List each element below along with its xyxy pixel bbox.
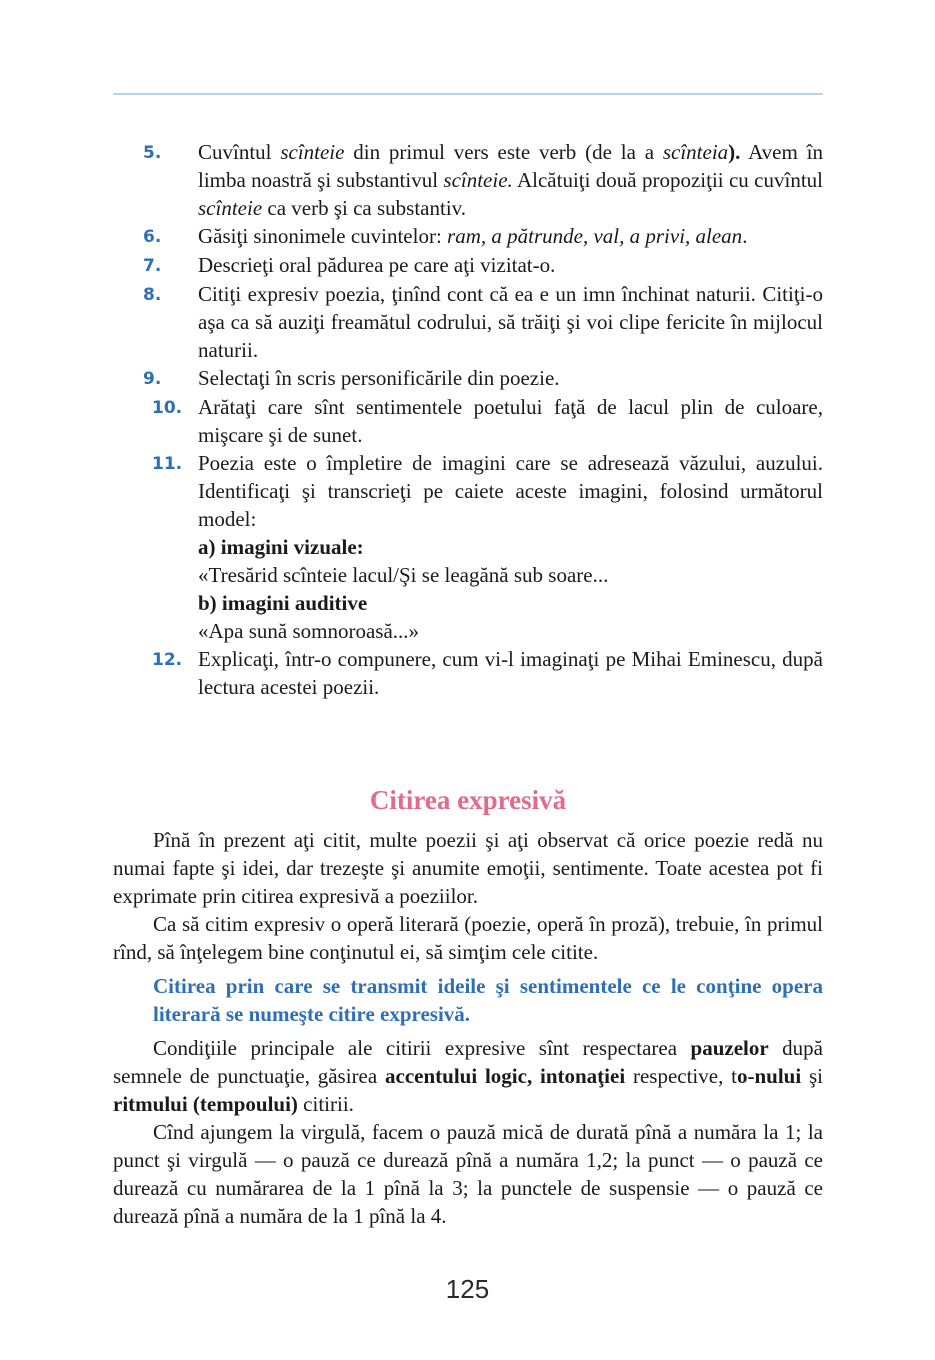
text-run: din primul vers este verb (de la a <box>344 140 663 164</box>
model-line: «Tresărid scînteie lacul/Şi se leagănă sub soare... <box>198 563 609 587</box>
question-item <box>113 222 823 251</box>
question-text <box>198 645 823 701</box>
text-run: respective, t <box>625 1064 737 1088</box>
text-run: . <box>742 224 748 248</box>
text-run: Pînă în prezent aţi citit, multe poezii şi aţi observat că orice poezie redă nu numai fapte şi idei, dar trezeşte şi anumite emoţii, sentimente. Toate acestea pot fi exprimate prin citirea expresivă a poeziilor. <box>113 828 823 908</box>
question-text <box>198 449 823 645</box>
question-text <box>198 251 823 279</box>
section-title: Citirea expresivă <box>369 785 567 815</box>
question-text <box>198 393 823 449</box>
paragraph <box>113 910 823 966</box>
text-run: Cînd ajungem la virgulă, facem o pauză mică de durată pînă a număra la 1; la punct şi virgulă — o pauză ce durează pînă a număra 1,2; la punct — o pauză ce durează cu numărarea de la 1 pînă la 3; la punctele de suspensie — o pauză ce durează pînă a număra de la 1 pînă la 4. <box>113 1120 823 1228</box>
model-line: b) imagini auditive <box>198 591 368 615</box>
question-number: 9. <box>143 369 162 389</box>
definition-highlight: Citirea prin care se transmit ideile şi sentimentele ce le conţine opera literară se numeşte citire expresivă. <box>153 974 823 1026</box>
question-item <box>113 251 823 280</box>
text-run: Condiţiile principale ale citirii expresive sînt respectarea <box>153 1036 691 1060</box>
text-run: Găsiţi sinonimele cuvintelor: <box>198 224 448 248</box>
page-number: 125 <box>445 1274 490 1304</box>
paragraph <box>113 1034 823 1118</box>
question-item <box>113 138 823 222</box>
text-run: Selectaţi în scris personificările din poezie. <box>198 366 560 390</box>
question-text <box>198 280 823 364</box>
question-item <box>113 393 823 449</box>
question-item <box>113 645 823 701</box>
question-number: 10. <box>152 398 183 418</box>
question-number: 5. <box>143 143 162 163</box>
text-run: Avem în limba noastră şi substantivul <box>198 140 823 192</box>
question-item <box>113 364 823 393</box>
question-number: 6. <box>143 227 162 247</box>
paragraph <box>113 1118 823 1230</box>
text-run: Citiţi expresiv poezia, ţinînd cont că ea e un imn închinat naturii. Citiţi-o aşa ca să auziţi freamătul codrului, să trăiţi şi voi clipe fericite în mijlocul naturii. <box>198 282 823 362</box>
text-run: ram, a pătrunde, val, a privi, alean <box>447 224 743 248</box>
text-run: Poezia este o împletire de imagini care se adresează văzului, auzului. Identificaţi şi transcrieţi pe caiete aceste imagini, folosind următorul model: <box>198 451 823 531</box>
question-number: 11. <box>152 454 183 474</box>
text-run: ). <box>728 140 741 164</box>
text-run: Descrieţi oral pădurea pe care aţi vizitat-o. <box>198 253 556 277</box>
text-run: scînteie <box>198 196 263 220</box>
text-run: accentului logic, intonaţiei <box>385 1064 626 1088</box>
text-run: Ca să citim expresiv o operă literară (poezie, operă în proză), trebuie, în primul rînd, să înţelegem bine conţinutul ei, să simţim cele citite. <box>113 912 823 964</box>
question-text <box>198 138 823 222</box>
text-run: o-nului <box>736 1064 802 1088</box>
text-run: ca verb şi ca substantiv. <box>262 196 467 220</box>
text-run: pauzelor <box>690 1036 769 1060</box>
text-run: scînteia <box>662 140 729 164</box>
text-run: Explicaţi, într-o compunere, cum vi-l imaginaţi pe Mihai Eminescu, după lectura acestei poezii. <box>198 647 823 699</box>
text-run: şi <box>801 1064 823 1088</box>
model-line: a) imagini vizuale: <box>198 535 364 559</box>
header-rule <box>113 93 823 95</box>
text-run: scînteie. <box>443 168 513 192</box>
paragraph <box>113 826 823 910</box>
question-number: 12. <box>152 650 183 670</box>
section-body <box>113 826 823 1230</box>
question-item <box>113 449 823 645</box>
question-text <box>198 222 823 250</box>
text-run: după semnele de punctuaţie, găsirea <box>113 1036 823 1088</box>
text-run: Arătaţi care sînt sentimentele poetului faţă de lacul plin de culoare, mişcare şi de sunet. <box>198 395 823 447</box>
question-number: 8. <box>143 285 162 305</box>
text-run: scînteie <box>280 140 345 164</box>
question-list <box>113 138 823 701</box>
text-run: citirii. <box>297 1092 354 1116</box>
question-item <box>113 280 823 364</box>
question-number: 7. <box>143 256 162 276</box>
text-run: Cuvîntul <box>198 140 281 164</box>
text-run: Alcătuiţi două propoziţii cu cuvîntul <box>512 168 823 192</box>
text-run: ritmului (tempoului) <box>113 1092 298 1116</box>
question-text <box>198 364 823 392</box>
model-line: «Apa sună somnoroasă...» <box>198 619 420 643</box>
